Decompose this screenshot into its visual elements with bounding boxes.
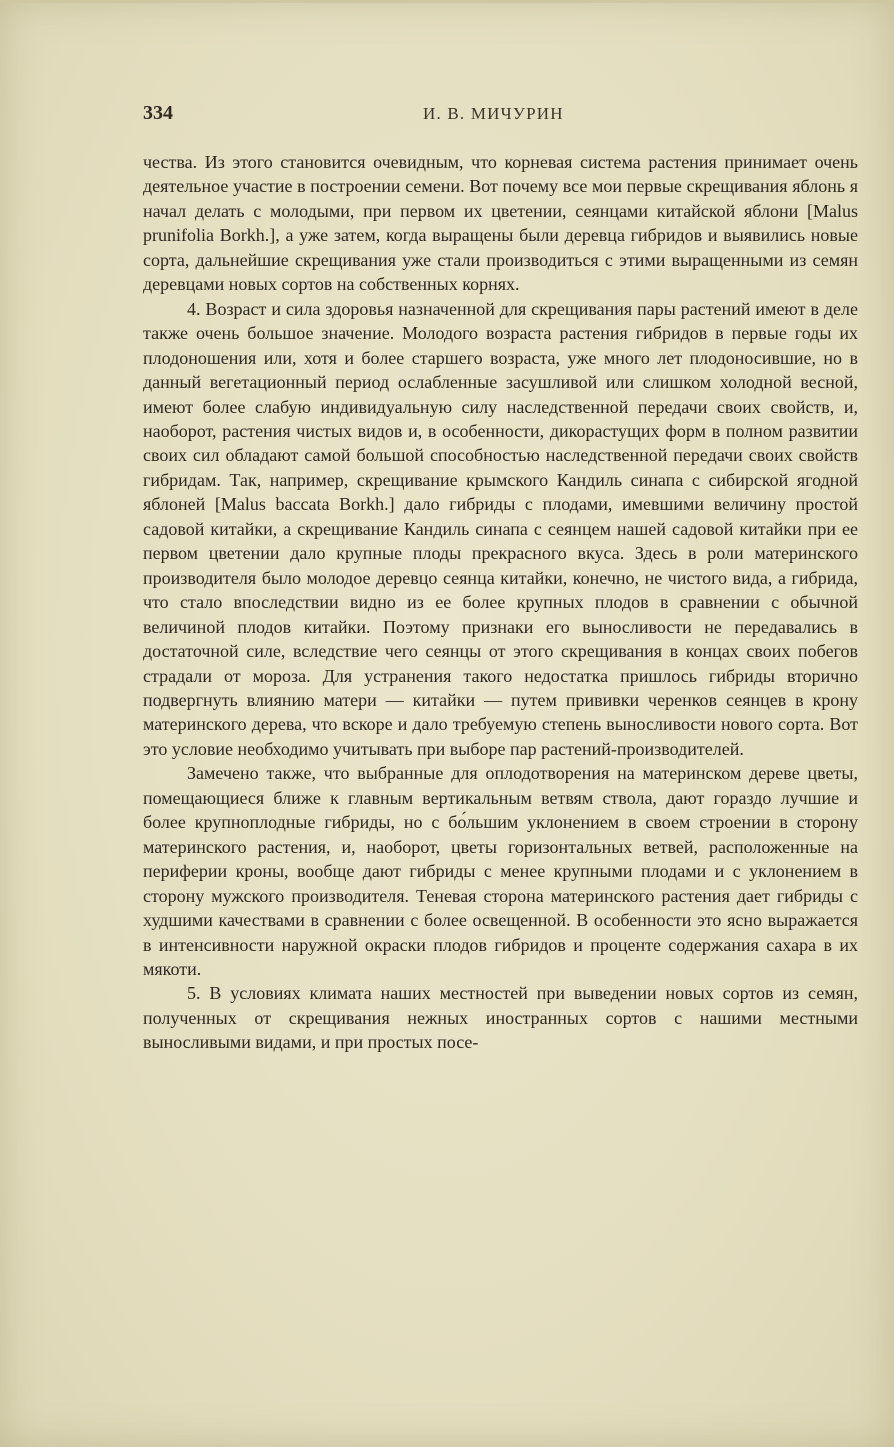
- paragraph-continuation: чества. Из этого становится очевидным, что корневая система растения принимает очень деятельное участие в построении семени. Вот почему все мои первые скрещивания яблонь я начал делать с молодыми, при первом их цветении, сеянцами китайской яблони [Malus prunifolia Borkh.], а уже затем, когда выращены были деревца гибридов и выявились новые сорта, дальнейшие скрещивания уже стали производиться с этими выращенными из семян деревцами новых сортов на собственных корнях.: [143, 152, 858, 295]
- paragraph-point-4: 4. Возраст и сила здоровья назначенной для скрещивания пары растений имеют в деле также очень большое значение. Молодого возраста растения гибридов в первые годы их плодоношения или, хотя и более старшего возраста, уже много лет плодоносившие, но в данный вегетационный период ослабленные засушливой или слишком холодной весной, имеют более слабую индивидуальную силу наследственной передачи своих свойств, и, наоборот, растения чистых видов и, в особенности, дикорастущих форм в полном развитии своих сил обладают самой большой способностью наследственной передачи своих свойств гибридам. Так, например, скрещивание крымского Кандиль синапа с сибирской ягодной яблоней [Malus baccata Borkh.] дало гибриды с плодами, имевшими величину простой садовой китайки, а скрещивание Кандиль синапа с сеянцем нашей садовой китайки при ее первом цветении дало крупные плоды прекрасного вкуса. Здесь в роли материнского производителя было молодое деревцо сеянца китайки, конечно, не чистого вида, а гибрида, что стало впоследствии видно из ее более крупных плодов в сравнении с обычной величиной плодов китайки. Поэтому признаки его выносливости не передавались в достаточной силе, вследствие чего сеянцы от этого скрещивания в концах своих побегов страдали от мороза. Для устранения такого недостатка пришлось гибриды вторично подвергнуть влиянию матери — китайки — путем прививки черенков сеянцев в крону материнского дерева, что вскоре и дало требуемую степень выносливости нового сорта. Вот это условие необходимо учитывать при выборе пар растений-производителей.: [143, 298, 858, 759]
- page-header: [143, 102, 858, 128]
- body-text: [143, 150, 858, 1055]
- paragraph-observation: Замечено также, что выбранные для оплодотворения на материнском дереве цветы, помещающиеся ближе к главным вертикальным ветвям ствола, дают гораздо лучшие и более крупноплодные гибриды, но с бо́льшим уклонением в своем строении в сторону материнского растения, и, наоборот, цветы горизонтальных ветвей, расположенные на периферии кроны, вообще дают гибриды с менее крупными плодами и с уклонением в сторону мужского производителя. Теневая сторона материнского растения дает гибриды с худшими качествами в сравнении с более освещенной. В особенности это ясно выражается в интенсивности наружной окраски плодов гибридов и проценте содержания сахара в их мякоти.: [143, 763, 858, 979]
- paragraph-point-5: 5. В условиях климата наших местностей при выведении новых сортов из семян, полученных от скрещивания нежных иностранных сортов с нашими местными выносливыми видами, и при простых посе-: [143, 983, 858, 1053]
- page-number: 334: [143, 102, 173, 124]
- page-top-edge: [0, 0, 894, 3]
- running-head-author: И. В. МИЧУРИН: [423, 104, 564, 123]
